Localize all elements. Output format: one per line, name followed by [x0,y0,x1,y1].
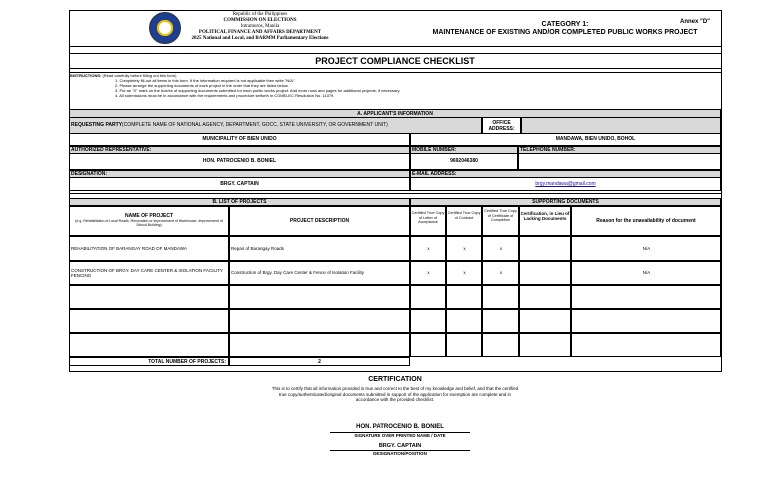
reason-cell: N/A [571,261,721,285]
contract-cell: x [446,236,482,261]
agency-header [190,12,330,42]
column-reason: Reason for the unavailability of document [571,206,721,236]
project-name-cell [69,285,229,309]
contract-cell [446,285,482,309]
telephone-number-value [518,154,721,170]
email-label: E-MAIL ADDRESS: [410,170,721,178]
total-projects-label: TOTAL NUMBER OF PROJECTS: [69,357,229,366]
section-a-header: A. APPLICANT'S INFORMATION [69,109,721,118]
letter-of-acceptance-cell [410,309,446,333]
reason-cell [571,309,721,333]
contract-cell: x [446,261,482,285]
column-contract: Certified True Copy of Contract [446,206,482,236]
column-certification-lieu: Certification, in Lieu of Lacking Documents [519,206,571,236]
certificate-of-completion-cell: x [482,236,519,261]
total-projects-value: 2 [229,357,410,366]
certification-text: This is to certify that all information provided is true and correct to the best of my knowledge and belief, and that the certified true copy/authenticated/original documents submitted in support of the application for exemption are complete and in accordance with the provided checklist. [271,386,519,402]
project-description-cell [229,309,410,333]
certification-lieu-cell [519,261,571,285]
reason-cell [571,333,721,357]
authorized-rep-value: HON. PATROCENIO B. BONIEL [69,154,410,170]
contract-cell [446,309,482,333]
signatory-name: HON. PATROCENIO B. BONIEL [356,424,444,430]
city-text: Intramuros, Manila [240,24,280,29]
certificate-of-completion-cell [482,285,519,309]
project-name-cell: REHABILITATION OF BARANGAY ROAD OF MANDAWA [69,236,229,261]
signatory-position: BRGY. CAPTAIN [378,443,422,449]
reason-cell [571,285,721,309]
project-description-cell [229,285,410,309]
email-value[interactable]: brgy.mandawa@gmail.com [410,178,721,191]
office-address-value: MANDAWA, BIEN UNIDO, BOHOL [410,134,721,146]
certification-lieu-cell [519,333,571,357]
certification-lieu-cell [519,236,571,261]
instruction-item: 4. All submissions must be in accordance with the requirements and procedure setforth in COMELEC Resolution No. 11079. [115,93,335,98]
letter-of-acceptance-cell: x [410,236,446,261]
form-title: PROJECT COMPLIANCE CHECKLIST [315,56,475,66]
project-name-cell [69,309,229,333]
column-project-description: PROJECT DESCRIPTION [229,206,410,236]
instructions-block [70,73,710,98]
instructions-lead: (Read carefully before filling out this form) [102,73,177,78]
section-b-header: B. LIST OF PROJECTS [69,198,410,206]
supporting-documents-header: SUPPORTING DOCUMENTS [410,198,721,206]
authorized-rep-label: AUTHORIZED REPRESENTATIVE: [69,146,410,154]
column-letter-of-acceptance: Certified True Copy of Letter of Acceptance [410,206,446,236]
project-name-cell: CONSTRUCTION OF BRGY. DAY CARE CENTER & ISOLATION FACILITY FENCING [69,261,229,285]
commission-text: COMMISSION ON ELECTIONS [223,18,297,23]
instruction-item: 1. Completely fill-out all items in this form. If the information required is not applicable then write "N/A". [115,78,296,83]
annex-label: Annex "D" [680,19,711,25]
telephone-number-label: TELEPHONE NUMBER: [518,146,721,154]
contract-cell [446,333,482,357]
certification-lieu-cell [519,309,571,333]
designation-value: BRGY. CAPTAIN [69,178,410,191]
instruction-item: 3. Put an "X" mark on the box/es of supporting documents submitted for each public works project. Add more rows and pages for additional projects, if necessary. [115,88,401,93]
comelec-seal-icon [149,12,181,44]
office-address-spacer [521,117,721,134]
certificate-of-completion-cell [482,309,519,333]
column-project-name: NAME OF PROJECT (e.g. Rehabilitation of Local Roads, Renovation or Improvement of Warehouse, Improvement of School Building) [69,206,229,236]
letter-of-acceptance-cell: x [410,261,446,285]
position-label: DESIGNATION/POSITION [373,451,427,456]
requesting-party-label: REQUESTING PARTY(COMPLETE NAME OF NATIONAL AGENCY, DEPARTMENT, GOCC, STATE UNIVERSITY, OR GOVERNMENT UNIT) [69,117,482,134]
department-text: POLITICAL FINANCE AND AFFAIRS DEPARTMENT [198,30,322,35]
certificate-of-completion-cell [482,333,519,357]
designation-label: DESIGNATION: [69,170,410,178]
republic-text: Republic of the Philippines [232,12,288,17]
project-description-cell [229,333,410,357]
letter-of-acceptance-cell [410,333,446,357]
column-certificate-of-completion: Certified True Copy of Certificate of Completion [482,206,519,236]
category-block [420,21,710,37]
election-text: 2025 National and Local, and BARMM Parliamentary Elections [191,36,329,41]
certification-title: CERTIFICATION [368,376,422,383]
requesting-party-value: MUNICIPALITY OF BIEN UNIDO [69,134,410,146]
project-description-cell: Repair of Barangay Roads [229,236,410,261]
office-address-label: OFFICE ADDRESS: [482,117,521,134]
category-description: MAINTENANCE OF EXISTING AND/OR COMPLETED PUBLIC WORKS PROJECT [432,29,698,36]
mobile-number-label: MOBILE NUMBER: [410,146,518,154]
letter-of-acceptance-cell [410,285,446,309]
instruction-item: 2. Please arrange the supporting documents of each project in the order that they are listed below. [115,83,289,88]
category-title: CATEGORY 1: [541,21,589,28]
project-description-cell: Construction of Brgy. Day Care Center & Fence of Isolation Facility [229,261,410,285]
reason-cell: N/A [571,236,721,261]
project-name-cell [69,333,229,357]
mobile-number-value: 9692046380 [410,154,518,170]
certification-lieu-cell [519,285,571,309]
signature-label: SIGNATURE OVER PRINTED NAME / DATE [354,433,446,438]
instructions-label: INSTRUCTIONS: [70,73,102,78]
certificate-of-completion-cell: x [482,261,519,285]
